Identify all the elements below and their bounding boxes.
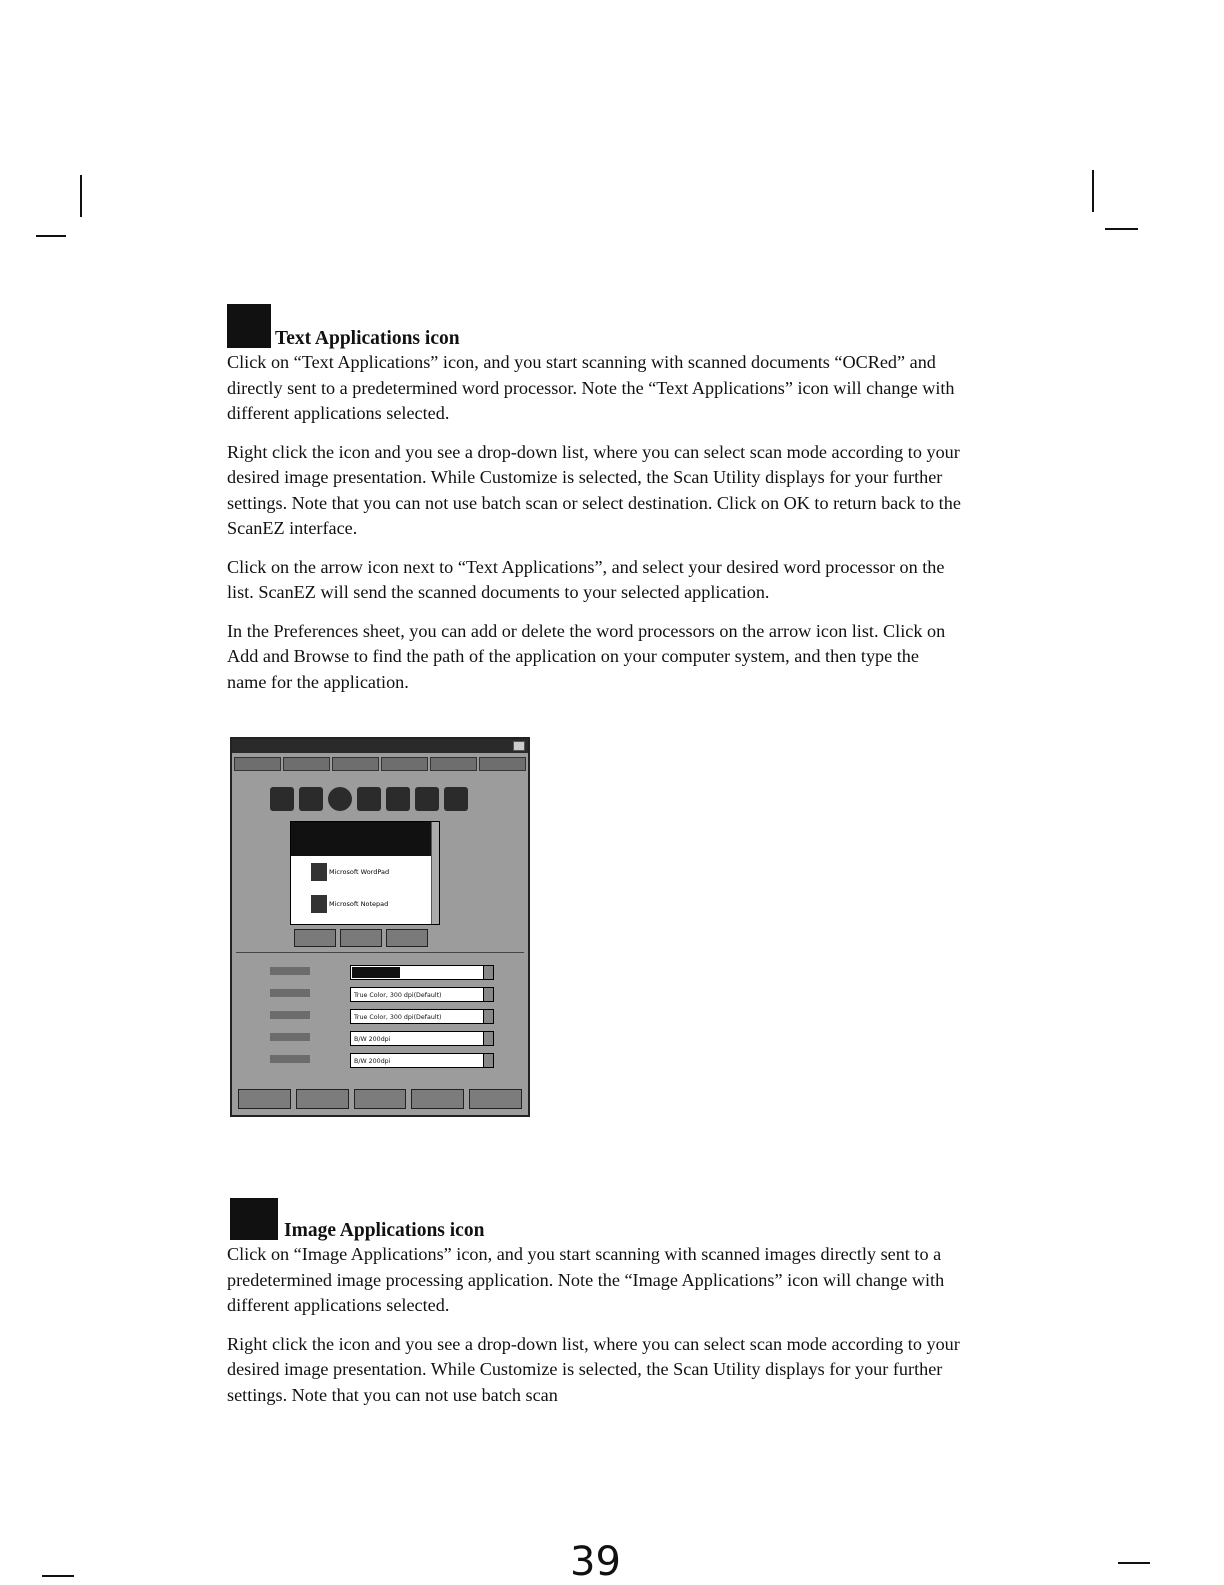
add-button <box>294 929 336 947</box>
list-item-label: Microsoft Notepad <box>329 900 389 908</box>
scan-mode-select: True Color, 300 dpi(Default) <box>350 1009 494 1024</box>
field-label <box>270 1055 310 1063</box>
crop-mark <box>80 175 82 217</box>
dialog-button <box>354 1089 407 1109</box>
close-icon <box>513 741 525 751</box>
notepad-icon <box>311 895 327 913</box>
paragraph: Right click the icon and you see a drop-down list, where you can select scan mode according to your desired image presentation. While Customize is selected, the Scan Utility displays for your further settings. Note that you can not use batch scan <box>227 1333 960 1405</box>
paragraph: Click on “Text Applications” icon, and you start scanning with scanned documents “OCRed” and directly sent to a predetermined word processor. Note the “Text Applications” icon will change with different applications selected. <box>227 352 955 423</box>
tab <box>479 757 526 771</box>
scan-mode-select: B/W 200dpi <box>350 1053 494 1068</box>
list-item <box>291 888 439 920</box>
dialog-buttons <box>238 1089 522 1109</box>
save-icon <box>270 787 294 811</box>
scanez-dialog-screenshot <box>230 737 530 1117</box>
field-labels <box>270 967 310 1077</box>
tab <box>283 757 330 771</box>
browse-button <box>386 929 428 947</box>
field-label <box>270 967 310 975</box>
dialog-tabs <box>234 757 526 771</box>
scan-mode-fields <box>350 965 494 1075</box>
tab <box>332 757 379 771</box>
text-applications-icon <box>227 304 271 348</box>
scan-mode-select: B/W 200dpi <box>350 1031 494 1046</box>
paragraph: Right click the icon and you see a drop-down list, where you can select scan mode according to your desired image presentation. While Customize is selected, the Scan Utility displays for your further settings. Note that you can not use batch scan or select destination. Click on OK to return back to the ScanEZ interface. <box>227 441 961 538</box>
scan-mode-select <box>350 965 494 980</box>
list-buttons <box>294 929 428 947</box>
heading-text: Image Applications icon <box>284 1220 485 1241</box>
page-number: 39 <box>570 1539 621 1585</box>
dialog-button <box>296 1089 349 1109</box>
crop-mark <box>1092 170 1094 212</box>
dialog-button <box>469 1089 522 1109</box>
scan-mode-select: True Color, 300 dpi(Default) <box>350 987 494 1002</box>
crop-mark <box>36 235 66 237</box>
wordpad-icon <box>311 863 327 881</box>
ocr-icon <box>328 787 352 811</box>
crop-mark <box>42 1575 74 1577</box>
list-item <box>291 856 439 888</box>
heading-text: Text Applications icon <box>275 328 460 349</box>
chevron-down-icon <box>483 1010 493 1023</box>
dialog-button <box>238 1089 291 1109</box>
image-applications-section <box>227 1192 962 1421</box>
dialog-button <box>411 1089 464 1109</box>
paragraph: Click on the arrow icon next to “Text Applications”, and select your desired word processor on the list. ScanEZ will send the scanned documents to your selected application. <box>227 556 945 602</box>
tab <box>430 757 477 771</box>
scan-icon <box>299 787 323 811</box>
application-list <box>290 821 440 925</box>
field-label <box>270 1011 310 1019</box>
image-applications-icon <box>230 1198 278 1240</box>
text-applications-section <box>227 300 962 708</box>
chevron-down-icon <box>483 966 493 979</box>
paragraph: Click on “Image Applications” icon, and you start scanning with scanned images directly sent to a predetermined image processing application. Note the “Image Applications” icon will change with different applications selected. <box>227 1244 945 1315</box>
section-heading <box>227 300 962 348</box>
tab <box>234 757 281 771</box>
app-icon <box>444 787 468 811</box>
list-item-label: Microsoft WordPad <box>329 868 390 876</box>
dialog-title-bar <box>232 739 528 753</box>
dialog-toolbar <box>270 787 468 811</box>
list-icon <box>386 787 410 811</box>
field-label <box>270 1033 310 1041</box>
chevron-down-icon <box>483 1032 493 1045</box>
selected-list-item <box>291 822 439 856</box>
chevron-down-icon <box>483 1054 493 1067</box>
crop-mark <box>1105 228 1138 230</box>
paragraph: In the Preferences sheet, you can add or delete the word processors on the arrow icon list. Click on Add and Browse to find the path of the application on your computer system, and then type the name for the application. <box>227 620 946 692</box>
tab <box>381 757 428 771</box>
crop-mark <box>1118 1562 1150 1564</box>
field-label <box>270 989 310 997</box>
app-icon <box>415 787 439 811</box>
scrollbar <box>431 822 439 924</box>
delete-button <box>340 929 382 947</box>
chevron-down-icon <box>483 988 493 1001</box>
mail-icon <box>357 787 381 811</box>
divider <box>236 952 524 953</box>
section-heading <box>227 1192 962 1240</box>
